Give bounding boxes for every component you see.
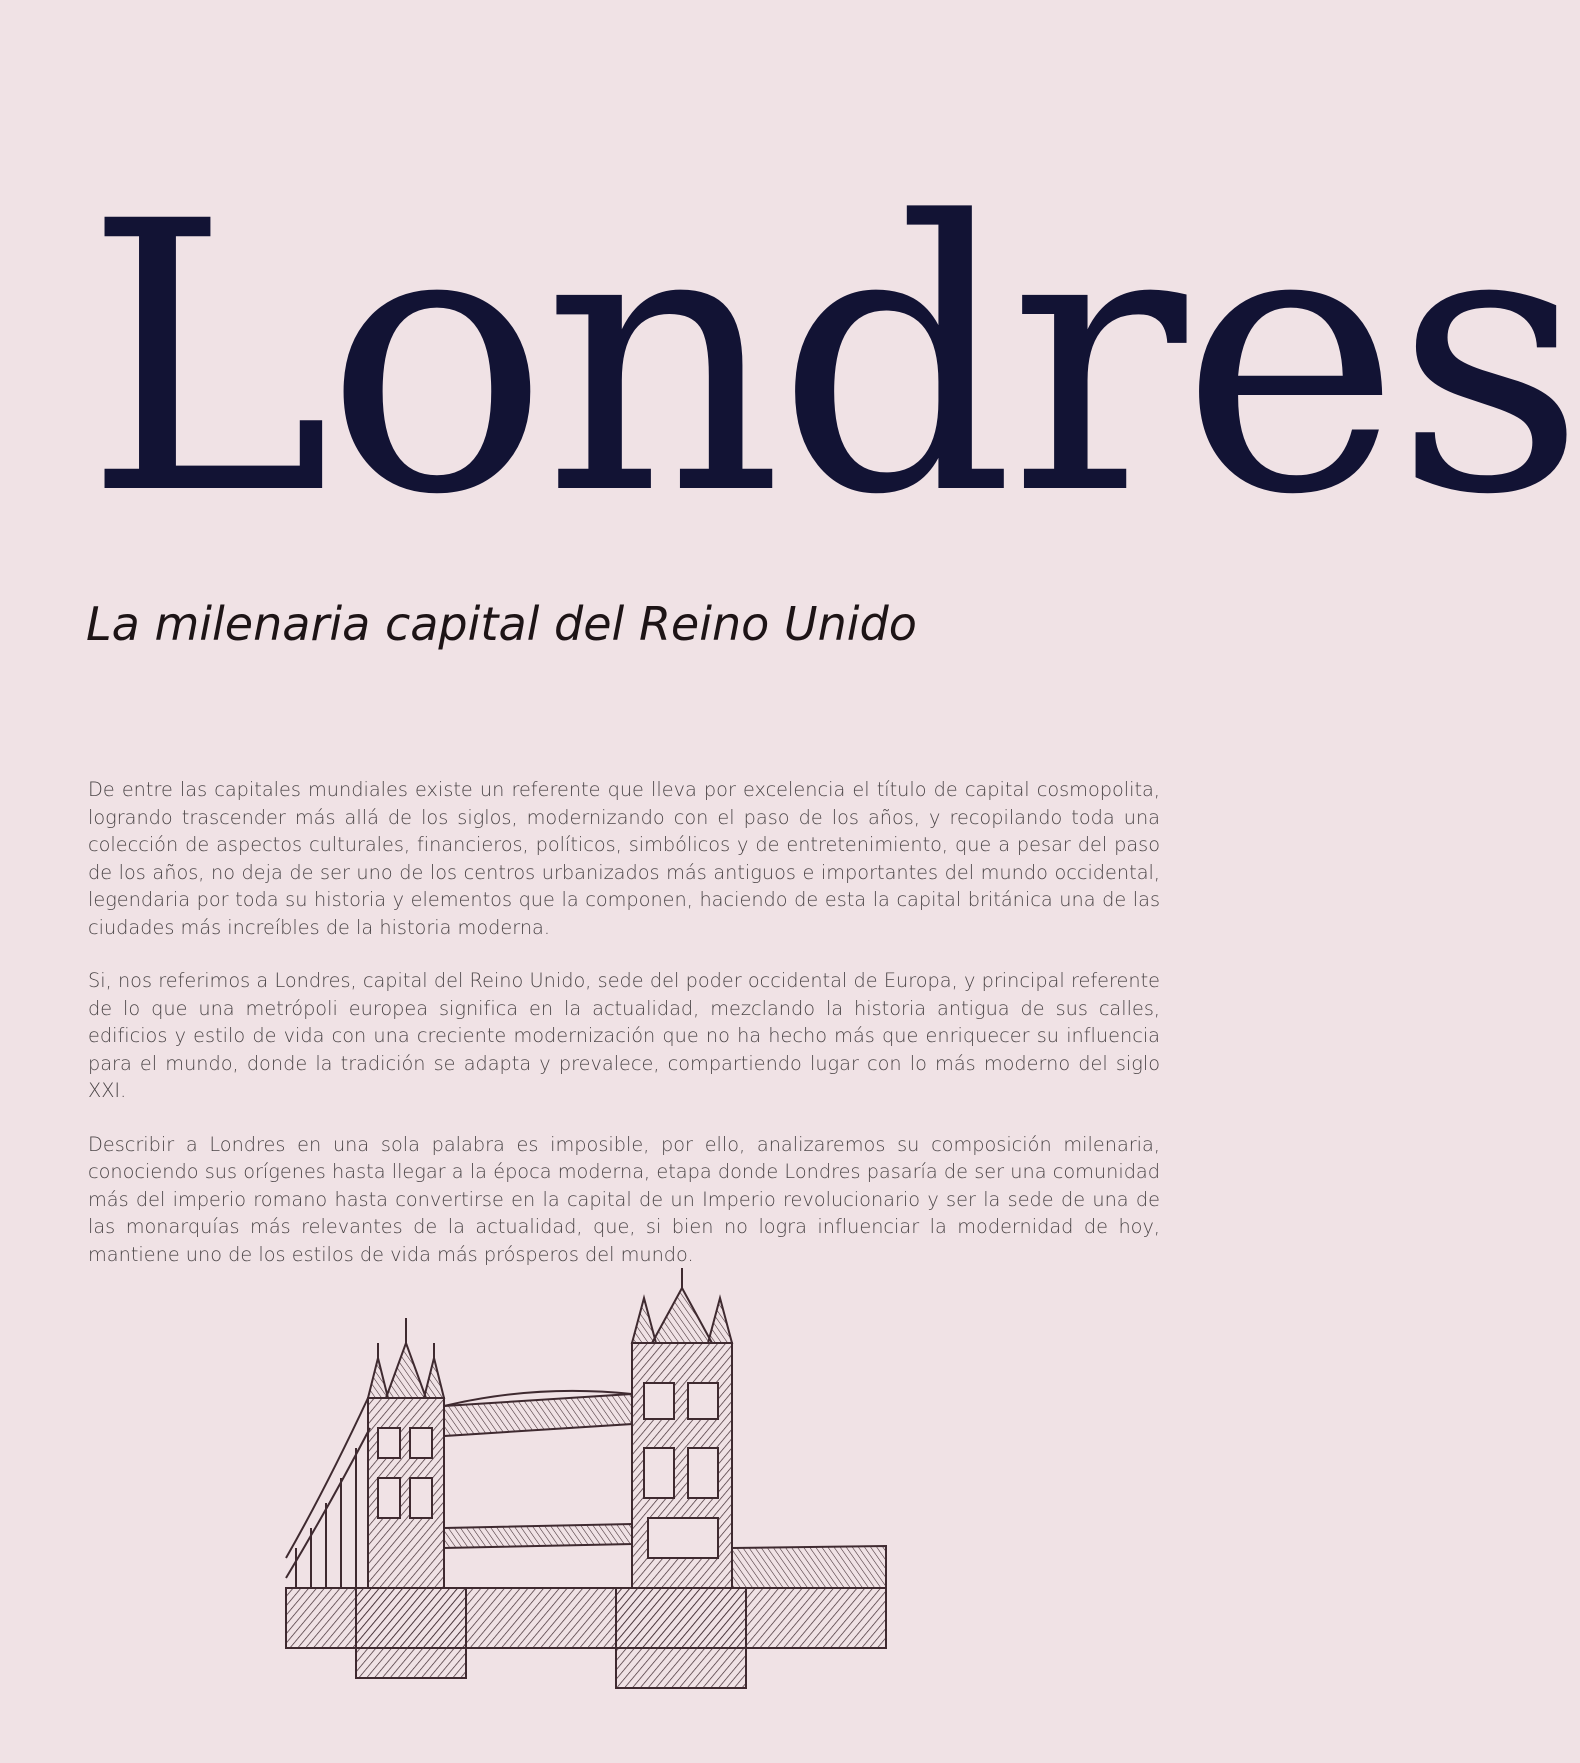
page-title: Londres (84, 143, 1580, 576)
paragraph-1: De entre las capitales mundiales existe un referente que lleva por excelencia el título de capital cosmopolita, logrando trascender más allá de los siglos, modernizando con el paso de los años, y recopilando toda una colección de aspectos culturales, financieros, políticos, simbólicos y de entretenimiento, que a pesar del paso de los años, no deja de ser uno de los centros urbanizados más antiguos e importantes del mundo occidental, legendaria por toda su historia y elementos que la componen, haciendo de esta la capital británica una de las ciudades más increíbles de la historia moderna. (88, 778, 1160, 939)
paragraph-3: Describir a Londres en una sola palabra es imposible, por ello, analizaremos su composición milenaria, conociendo sus orígenes hasta llegar a la época moderna, etapa donde Londres pasaría de ser una comunidad más del imperio romano hasta convertirse en la capital de un Imperio revolucionario y ser la sede de una de las monarquías más relevantes de la actualidad, que, si bien no logra influenciar la modernidad de hoy, mantiene uno de los estilos de vida más prósperos del mundo. (88, 1132, 1160, 1266)
tower-bridge-sketch-icon (286, 1288, 886, 1718)
paragraph-2: Si, nos referimos a Londres, capital del Reino Unido, sede del poder occidental de Europa, y principal referente de lo que una metrópoli europea significa en la actualidad, mezclando la historia antigua de sus calles, edificios y estilo de vida con una creciente modernización que no ha hecho más que enriquecer su influencia para el mundo, donde la tradición se adapta y prevalece, compartiendo lugar con lo más moderno del siglo XXI. (88, 969, 1160, 1102)
page-subtitle: La milenaria capital del Reino Unido (86, 597, 917, 651)
article-body (88, 776, 1160, 1294)
